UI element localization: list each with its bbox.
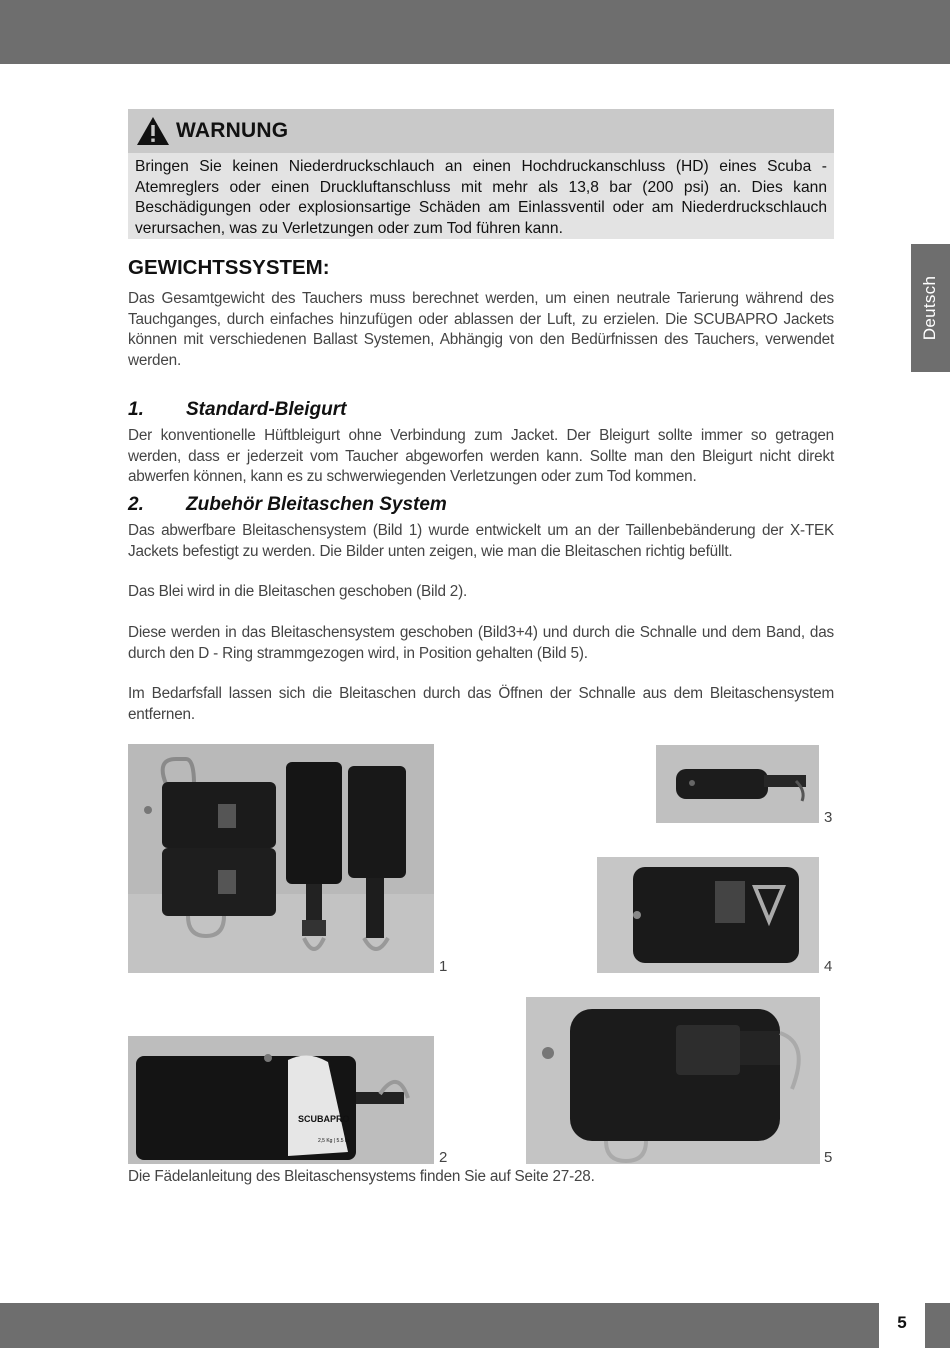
photo-5-pouch-secured	[526, 997, 820, 1164]
header-bar	[0, 0, 950, 64]
item-2-paragraph-1: Das abwerfbare Bleitaschensystem (Bild 1) wurde entwickelt um an der Taillenbebänderung der X-TEK Jackets befestigt zu werden. Die Bilder unten zeigen, wie man die Bleitaschen richtig befüllt.	[128, 522, 834, 560]
photo-2-weight-print: 2,5 Kg | 5.5 lb	[318, 1138, 349, 1144]
figure-label-4: 4	[824, 958, 833, 975]
figure-label-2: 2	[439, 1149, 448, 1166]
item-2-paragraph-3: Diese werden in das Bleitaschensystem geschoben (Bild3+4) und durch die Schnalle und dem Band, das durch den D - Ring strammgezogen wird, in Position gehalten (Bild 5).	[128, 624, 834, 662]
subheading-title: Standard-Bleigurt	[186, 399, 347, 420]
warning-triangle-icon	[136, 115, 170, 147]
figure-label-5: 5	[824, 1149, 833, 1166]
warning-text: Bringen Sie keinen Niederdruckschlauch an einen Hochdruckanschluss (HD) eines Scuba -Atemreglers oder einen Druckluftanschluss mit mehr als 13,8 bar (200 psi) an. Dies kann Beschädigungen oder explosionsartige Schäden am Einlassventil oder am Niederdruckschlauch verursachen, was zu Verletzungen oder zum Tod führen kann.	[135, 158, 827, 237]
figure-label-3: 3	[824, 809, 833, 826]
subheading-title: Zubehör Bleitaschen System	[186, 494, 447, 515]
figure-label-1: 1	[439, 958, 448, 975]
section-intro: Das Gesamtgewicht des Tauchers muss berechnet werden, um einen neutrale Tarierung während des Tauchganges, durch einfaches hinzufügen oder ablassen der Luft, zu erzielen. Die SCUBAPRO Jackets können mit verschiedenen Ballast Systemen, Abhängig von den Bedürfnissen des Tauchers, verwendet werden.	[128, 290, 834, 369]
subheading-number: 1.	[128, 399, 144, 420]
item-2-paragraph-4: Im Bedarfsfall lassen sich die Bleitaschen durch das Öffnen der Schnalle aus dem Bleitaschensystem entfernen.	[128, 685, 834, 723]
photo-2-lead-into-pouch	[128, 1036, 434, 1164]
subheading-1	[128, 399, 346, 421]
item-2-paragraph-2: Das Blei wird in die Bleitaschen geschoben (Bild 2).	[128, 583, 468, 600]
warning-box	[128, 109, 834, 239]
subheading-2	[128, 494, 447, 516]
section-title: GEWICHTSSYSTEM:	[128, 256, 330, 279]
photo-3-pouch-insert	[656, 745, 819, 823]
language-tab	[911, 244, 950, 372]
footer-bar	[0, 1303, 950, 1348]
photo-2-brand-print: SCUBAPRO	[298, 1114, 350, 1124]
page-number: 5	[879, 1298, 925, 1348]
subheading-number: 2.	[128, 494, 144, 515]
language-tab-label: Deutsch	[920, 275, 940, 341]
photo-4-pouch-buckle	[597, 857, 819, 973]
item-1-text: Der konventionelle Hüftbleigurt ohne Verbindung zum Jacket. Der Bleigurt sollte immer so getragen werden, dass er jederzeit vom Taucher abgeworfen werden kann. Sollte man den Bleigurt nicht direkt abwerfen können, kann es zu schwerwiegenden Verletzungen oder zum Tod kommen.	[128, 427, 834, 485]
footer-note: Die Fädelanleitung des Bleitaschensystems finden Sie auf Seite 27-28.	[128, 1168, 595, 1185]
photo-1-weight-pouches	[128, 744, 434, 973]
warning-header	[128, 109, 834, 153]
warning-title: WARNUNG	[176, 119, 289, 142]
